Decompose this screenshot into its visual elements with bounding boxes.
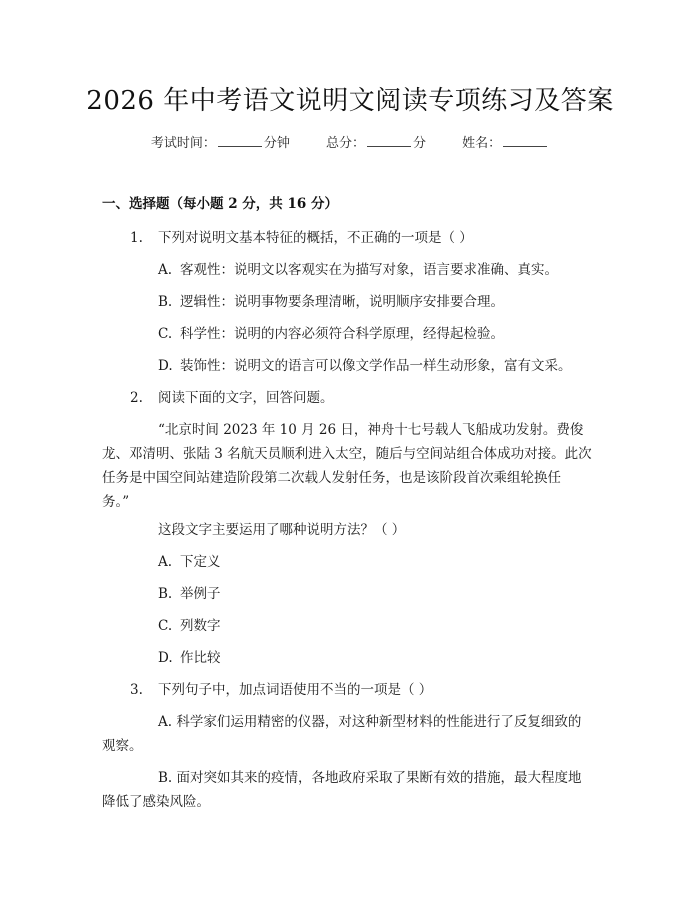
option-letter: D. [158,650,173,666]
option-text: 客观性：说明文以客观实在为描写对象，语言要求准确、真实。 [180,262,558,278]
question-3 [130,678,432,698]
score-label: 总分： [325,136,365,151]
q3-option-b-line2: 降低了感染风险。 [102,794,210,810]
question-stem: 下列句子中，加点词语使用不当的一项是（ ） [158,682,433,698]
exam-meta [0,132,700,151]
option-text: 下定义 [180,554,221,570]
time-blank [218,134,262,147]
time-label: 考试时间： [150,136,216,151]
option-text: 举例子 [180,586,221,602]
question-number: 1. [130,230,143,246]
q1-option-d [158,354,572,374]
option-letter: B. [158,294,173,310]
q2-option-b [158,582,221,602]
q3-option-a-line1: A. 科学家们运用精密的仪器，对这种新型材料的性能进行了反复细致的 [158,714,582,730]
time-unit: 分钟 [263,136,290,151]
score-blank [367,134,411,147]
page-title: 2026 年中考语文说明文阅读专项练习及答案 [86,86,614,116]
q3-option-b-line1: B. 面对突如其来的疫情，各地政府采取了果断有效的措施，最大程度地 [158,770,582,786]
question-stem: 阅读下面的文字，回答问题。 [158,390,334,406]
option-letter: C. [158,618,173,634]
option-text: 装饰性：说明文的语言可以像文学作品一样生动形象，富有文采。 [180,358,572,374]
q1-option-c [158,322,504,342]
question-stem: 下列对说明文基本特征的概括，不正确的一项是（ ） [158,230,473,246]
question-2 [130,386,334,406]
q2-option-c [158,614,221,634]
q1-option-a [158,258,558,278]
name-field [462,136,549,151]
name-blank [503,134,547,147]
q1-option-b [158,290,504,310]
passage-line: 务。” [102,494,130,510]
passage-line: “北京时间 2023 年 10 月 26 日，神舟十七号载人飞船成功发射。费俊 [158,422,584,438]
passage-line: 任务是中国空间站建造阶段第二次载人发射任务，也是该阶段首次乘组轮换任 [102,470,561,486]
score-unit: 分 [413,136,427,151]
q3-option-a-line2: 观察。 [102,738,143,754]
section-heading: 一、选择题（每小题 2 分，共 16 分） [102,196,338,212]
q2-option-d [158,646,221,666]
option-text: 列数字 [180,618,221,634]
option-letter: D. [158,358,173,374]
option-text: 逻辑性：说明事物要条理清晰，说明顺序安排要合理。 [180,294,504,310]
score-field [326,136,430,151]
option-letter: A. [158,262,173,278]
q2-option-a [158,550,221,570]
passage-line: 龙、邓清明、张陆 3 名航天员顺利进入太空，随后与空间站组合体成功对接。此次 [102,446,592,462]
question-number: 3. [130,682,143,698]
option-text: 科学性：说明的内容必须符合科学原理，经得起检验。 [180,326,504,342]
question-1 [130,226,473,246]
question-number: 2. [130,390,143,406]
option-letter: C. [158,326,173,342]
time-field [151,136,294,151]
name-label: 姓名： [462,136,502,151]
option-text: 作比较 [180,650,221,666]
option-letter: B. [158,586,173,602]
option-letter: A. [158,554,173,570]
q2-question: 这段文字主要运用了哪种说明方法？（ ） [158,522,406,538]
